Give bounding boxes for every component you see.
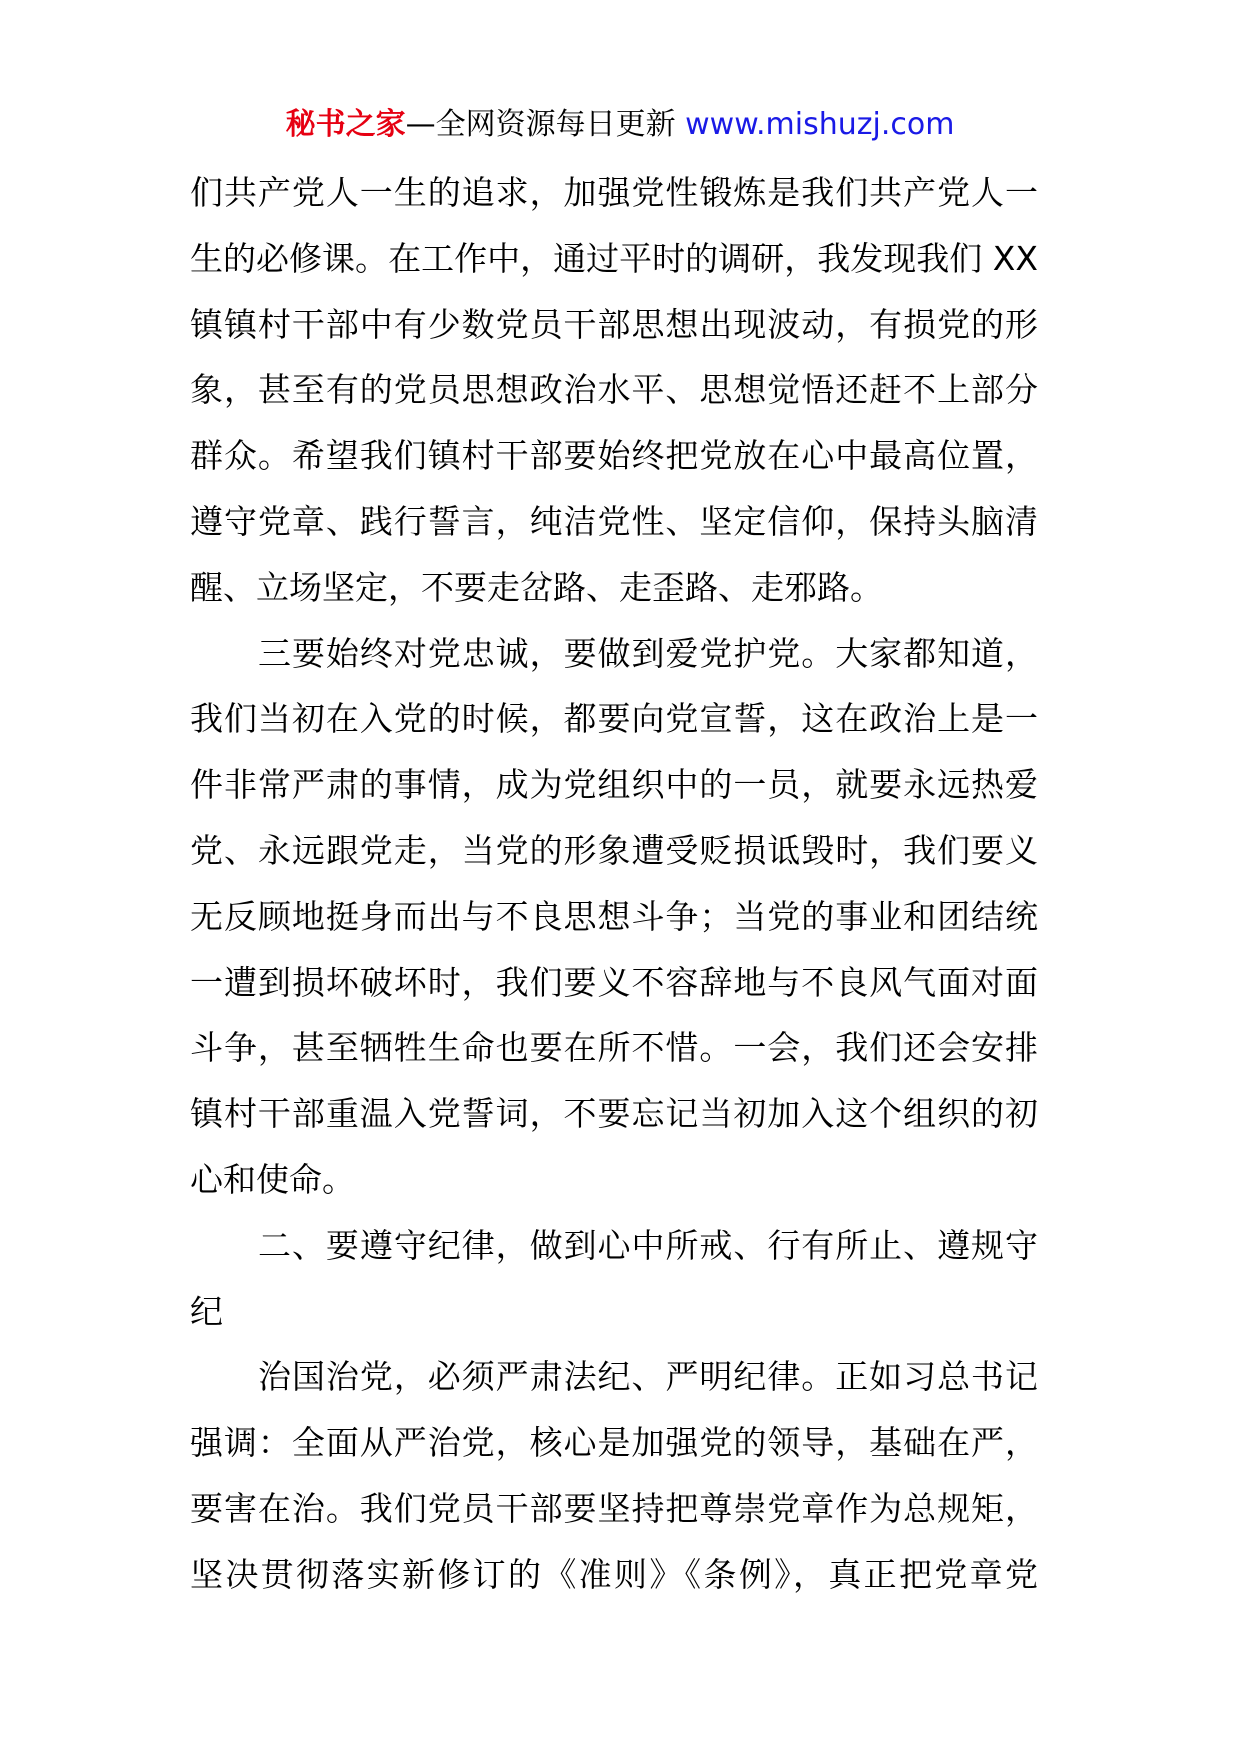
heading-line: 纪 [190, 1291, 223, 1331]
body-line: 象，甚至有的党员思想政治水平、思想觉悟还赶不上部分 [190, 370, 1038, 410]
header-tagline: —全网资源每日更新 [405, 107, 676, 142]
body-line: 我们当初在入党的时候，都要向党宣誓，这在政治上是一 [190, 699, 1038, 739]
paragraph-continuation [190, 160, 1038, 621]
body-line: 遵守党章、践行誓言，纯洁党性、坚定信仰，保持头脑清 [190, 501, 1038, 541]
body-line: 要害在治。我们党员干部要坚持把尊崇党章作为总规矩， [190, 1488, 1038, 1528]
paragraph-discipline [190, 1344, 1038, 1607]
body-line: 无反顾地挺身而出与不良思想斗争；当党的事业和团结统 [190, 896, 1038, 936]
body-line: 群众。希望我们镇村干部要始终把党放在心中最高位置， [190, 436, 1038, 476]
body-line: 醒、立场坚定，不要走岔路、走歪路、走邪路。 [190, 567, 883, 607]
body-line: 心和使命。 [190, 1159, 355, 1199]
section-heading [190, 1213, 1038, 1345]
body-line: 件非常严肃的事情，成为党组织中的一员，就要永远热爱 [190, 765, 1038, 805]
body-line: 们共产党人一生的追求，加强党性锻炼是我们共产党人一 [190, 173, 1038, 212]
body-line: 斗争，甚至牺牲生命也要在所不惜。一会，我们还会安排 [190, 1028, 1038, 1068]
body-line: 生的必修课。在工作中，通过平时的调研，我发现我们 XX [190, 238, 1038, 278]
body-line: 一遭到损坏破坏时，我们要义不容辞地与不良风气面对面 [190, 962, 1038, 1002]
body-line: 治国治党，必须严肃法纪、严明纪律。正如习总书记 [258, 1357, 1038, 1397]
paragraph-loyalty [190, 621, 1038, 1213]
body-line: 镇村干部重温入党誓词，不要忘记当初加入这个组织的初 [190, 1094, 1038, 1134]
body-line: 强调：全面从严治党，核心是加强党的领导，基础在严， [190, 1423, 1038, 1463]
header-url-link[interactable]: www.mishuzj.com [685, 107, 955, 142]
heading-line: 二、要遵守纪律，做到心中所戒、行有所止、遵规守 [258, 1225, 1038, 1265]
header-brand: 秘书之家 [285, 107, 406, 142]
body-line: 镇镇村干部中有少数党员干部思想出现波动，有损党的形 [190, 304, 1038, 344]
page-header [0, 104, 1240, 146]
document-body [190, 160, 1038, 1608]
body-line: 坚决贯彻落实新修订的《准则》《条例》，真正把党章党 [190, 1554, 1038, 1594]
body-line: 三要始终对党忠诚，要做到爱党护党。大家都知道， [258, 633, 1038, 673]
body-line: 党、永远跟党走，当党的形象遭受贬损诋毁时，我们要义 [190, 830, 1038, 870]
